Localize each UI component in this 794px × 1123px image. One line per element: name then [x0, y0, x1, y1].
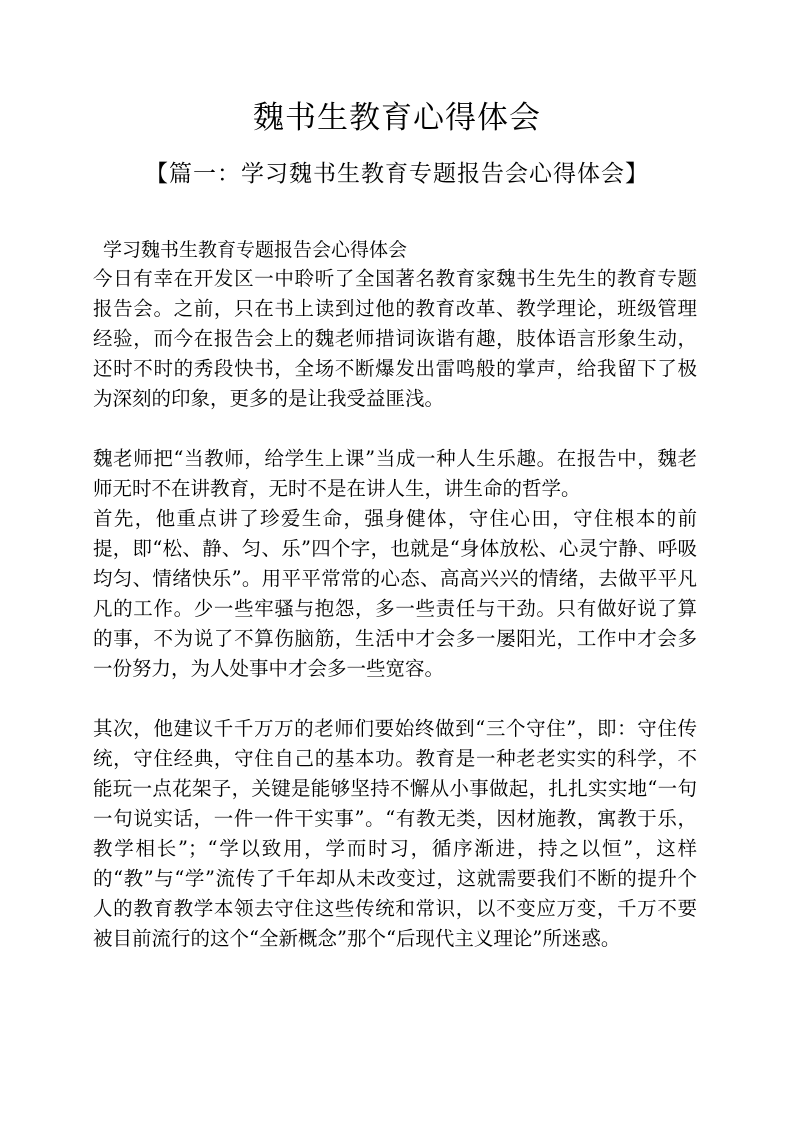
- section-heading: 学习魏书生教育专题报告会心得体会: [103, 239, 408, 261]
- paragraph-intro: 今日有幸在开发区一中聆听了全国著名教育家魏书生先生的教育专题报告会。之前，只在书上读到过他的教育改革、教学理论，班级管理经验，而今在报告会上的魏老师措词诙谐有趣，肢体语言形象生动，还时不时的秀段快书，全场不断爆发出雷鸣般的掌声，给我留下了极为深刻的印象，更多的是让我受益匪浅。: [93, 267, 697, 410]
- paragraph-first-point: 首先，他重点讲了珍爱生命，强身健体，守住心田，守住根本的前提，即“松、静、匀、乐”四个字，也就是“身体放松、心灵宁静、呼吸均匀、情绪快乐”。用平平常常的心态、高高兴兴的情绪，去做平平凡凡的工作。少一些牢骚与抱怨，多一些责任与干劲。只有做好说了算的事，不为说了不算伤脑筋，生活中才会多一屡阳光，工作中才会多一份努力，为人处事中才会多一些宽容。: [93, 507, 697, 680]
- paragraph-second-point: 其次，他建议千千万万的老师们要始终做到“三个守住”，即：守住传统，守住经典，守住自己的基本功。教育是一种老老实实的科学，不能玩一点花架子，关键是能够坚持不懈从小事做起，扎扎实实地“一句一句说实话，一件一件干实事”。“有教无类，因材施教，寓教于乐，教学相长”；“学以致用，学而时习，循序渐进，持之以恒”，这样的“教”与“学”流传了千年却从未改变过，这就需要我们不断的提升个人的教育教学本领去守住这些传统和常识，以不变应万变，千万不要被目前流行的这个“全新概念”那个“后现代主义理论”所迷惑。: [93, 717, 697, 950]
- document-body: [93, 236, 697, 954]
- paragraph-gap: [93, 684, 697, 714]
- document-subtitle: 【篇一：学习魏书生教育专题报告会心得体会】: [145, 161, 649, 187]
- paragraph-teaching-joy: 魏老师把“当教师，给学生上课”当成一种人生乐趣。在报告中，魏老师无时不在讲教育，无时不是在讲人生，讲生命的哲学。: [93, 447, 697, 500]
- document-title: 魏书生教育心得体会: [253, 100, 541, 136]
- paragraph-gap: [93, 414, 697, 444]
